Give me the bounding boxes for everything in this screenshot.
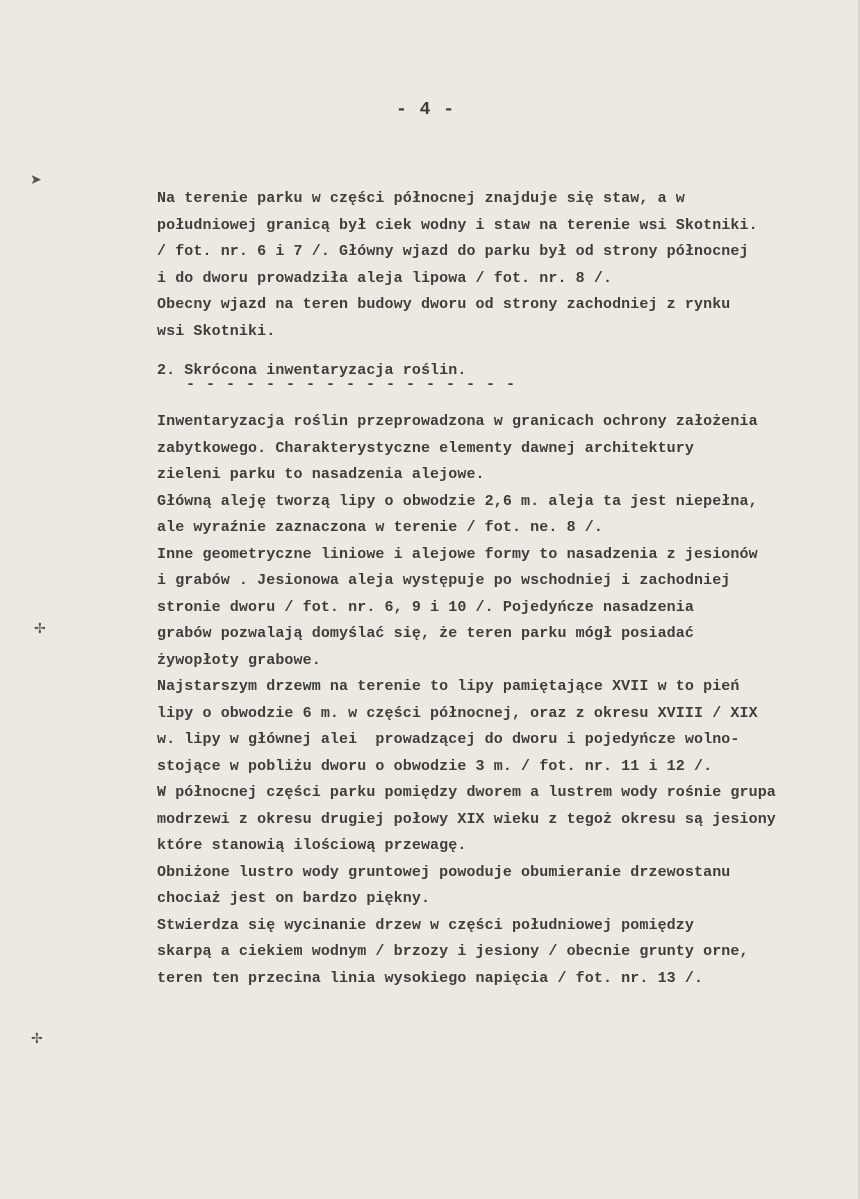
text-line: Główną aleję tworzą lipy o obwodzie 2,6 m. aleja ta jest niepełna, [157, 492, 758, 510]
punch-mark-icon: ➤ [30, 172, 42, 188]
text-line: chociaż jest on bardzo piękny. [157, 890, 431, 907]
text-line: teren ten przecina linia wysokiego napięcia / fot. nr. 13 /. [157, 969, 704, 987]
section-heading: 2. Skrócona inwentaryzacja roślin. [157, 362, 467, 379]
text-line: / fot. nr. 6 i 7 /. Główny wjazd do parku był od strony północnej [157, 243, 749, 260]
text-line: i grabów . Jesionowa aleja występuje po wschodniej i zachodniej [157, 572, 731, 589]
text-line: które stanowią ilościową przewagę. [157, 837, 467, 854]
punch-mark-icon: ✢ [34, 621, 46, 637]
text-line: w. lipy w głównej alei prowadzącej do dworu i pojedyńcze wolno- [157, 731, 740, 748]
text-line: ale wyraźnie zaznaczona w terenie / fot. ne. 8 /. [157, 519, 603, 536]
heading-underline: - - - - - - - - - - - - - - - - - [186, 376, 517, 393]
text-line: lipy o obwodzie 6 m. w części północnej, oraz z okresu XVIII / XIX [157, 704, 758, 722]
page-number: - 4 - [396, 100, 456, 120]
text-line: W północnej części parku pomiędzy dworem a lustrem wody rośnie grupa [157, 784, 776, 801]
text-line: Inne geometryczne liniowe i alejowe formy to nasadzenia z jesionów [157, 545, 758, 563]
text-line: Stwierdza się wycinanie drzew w części południowej pomiędzy [157, 916, 694, 934]
text-line: skarpą a ciekiem wodnym / brzozy i jesiony / obecnie grunty orne, [157, 943, 749, 960]
body-paragraph [157, 409, 776, 992]
text-line: Inwentaryzacja roślin przeprowadzona w granicach ochrony założenia [157, 413, 758, 430]
text-line: zieleni parku to nasadzenia alejowe. [157, 466, 485, 483]
text-line: Najstarszym drzewm na terenie to lipy pamiętające XVII w to pień [157, 678, 740, 695]
text-line: Obniżone lustro wody gruntowej powoduje obumieranie drzewostanu [157, 863, 731, 881]
punch-mark-icon: ✢ [31, 1031, 43, 1047]
text-line: Na terenie parku w części północnej znajduje się staw, a w [157, 190, 685, 207]
text-line: południowej granicą był ciek wodny i staw na terenie wsi Skotniki. [157, 216, 758, 234]
text-line: modrzewi z okresu drugiej połowy XIX wieku z tegoż okresu są jesiony [157, 810, 776, 828]
text-line: stojące w pobliżu dworu o obwodzie 3 m. / fot. nr. 11 i 12 /. [157, 757, 713, 775]
text-line: żywopłoty grabowe. [157, 651, 321, 669]
text-line: grabów pozwalają domyślać się, że teren parku mógł posiadać [157, 625, 694, 642]
text-line: Obecny wjazd na teren budowy dworu od strony zachodniej z rynku [157, 296, 731, 313]
text-line: stronie dworu / fot. nr. 6, 9 i 10 /. Pojedyńcze nasadzenia [157, 598, 694, 616]
intro-paragraph [157, 186, 758, 345]
text-line: zabytkowego. Charakterystyczne elementy dawnej architektury [157, 439, 694, 457]
text-line: wsi Skotniki. [157, 322, 276, 340]
text-line: i do dworu prowadziła aleja lipowa / fot. nr. 8 /. [157, 269, 613, 287]
